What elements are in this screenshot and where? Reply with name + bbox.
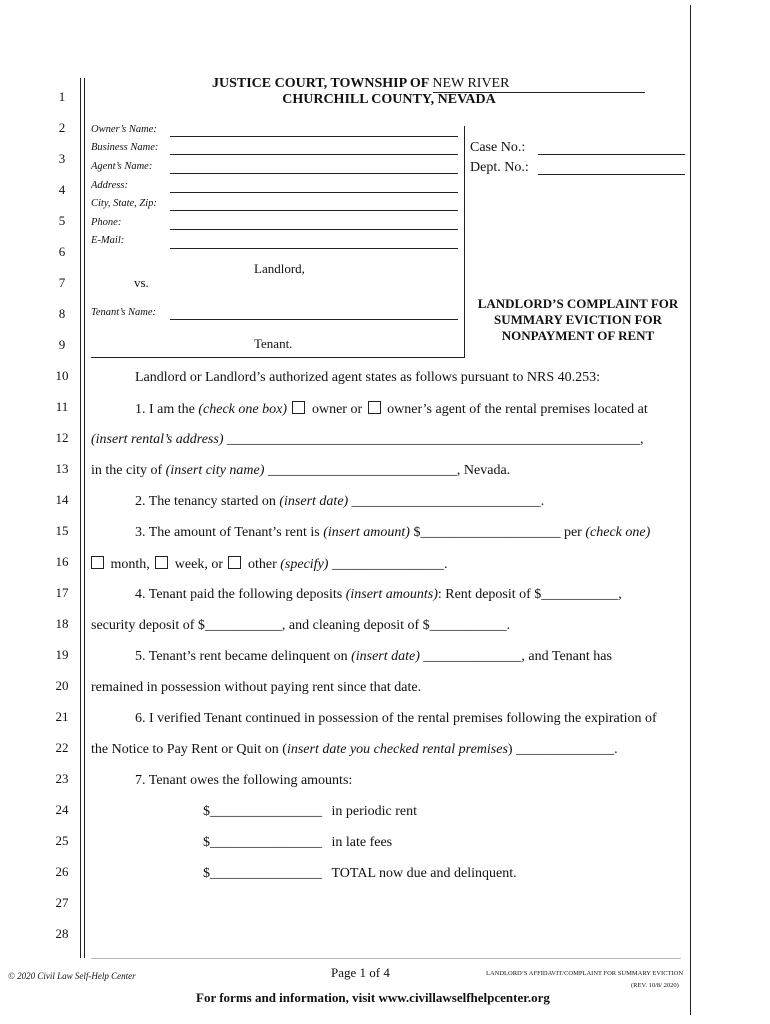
line-12-text	[91, 432, 643, 448]
email-label: E-Mail:	[91, 235, 125, 246]
line-19-text	[135, 649, 612, 665]
line-22-text	[91, 742, 618, 758]
line-number: 2	[58, 120, 66, 135]
text: owner or	[308, 402, 366, 417]
owner-name-label: Owner’s Name:	[91, 124, 157, 135]
line-number: 8	[58, 306, 66, 321]
complaint-title-line: SUMMARY EVICTION FOR	[493, 312, 663, 327]
line-number: 24	[55, 802, 69, 817]
line-number: 5	[58, 213, 66, 228]
line-number: 22	[55, 740, 69, 755]
caption-divider	[464, 126, 465, 358]
text: 4. Tenant paid the following deposits	[135, 587, 346, 602]
line-number: 4	[58, 182, 66, 197]
agent-name-field[interactable]	[170, 173, 458, 174]
caption-bottom-line	[91, 357, 464, 358]
vs-label: vs.	[134, 275, 149, 290]
line-11-text	[135, 401, 648, 418]
owners-agent-checkbox[interactable]	[368, 401, 381, 414]
owner-checkbox[interactable]	[292, 401, 305, 414]
instruction: (specify)	[280, 557, 329, 572]
text: week, or	[171, 557, 227, 572]
total-due-blank[interactable]: $________________	[203, 866, 322, 881]
other-checkbox[interactable]	[228, 556, 241, 569]
left-margin-line-1	[80, 78, 81, 958]
line-number: 18	[55, 616, 69, 631]
right-margin-line	[690, 5, 691, 1015]
line-number: 25	[55, 833, 69, 848]
city-state-zip-field[interactable]	[170, 210, 458, 211]
text: 1. I am the	[135, 402, 199, 417]
instruction: (insert rental’s address)	[91, 432, 224, 447]
line-number: 27	[55, 895, 69, 910]
address-field[interactable]	[170, 192, 458, 193]
instruction: (check one)	[585, 525, 651, 540]
checked-date-blank[interactable]: ) ______________.	[507, 742, 618, 757]
instruction: (check one box)	[198, 402, 287, 417]
page-number: Page 1 of 4	[331, 965, 390, 980]
periodic-rent-blank[interactable]: $________________	[203, 804, 322, 819]
periodic-rent-label: in periodic rent	[331, 804, 418, 819]
line-number: 28	[55, 926, 69, 941]
late-fees-blank[interactable]: $________________	[203, 835, 322, 850]
tenancy-start-blank[interactable]: ___________________________.	[348, 494, 545, 509]
footer-website: For forms and information, visit www.civillawselfhelpcenter.org	[196, 990, 550, 1005]
county-title: CHURCHILL COUNTY, NEVADA	[282, 92, 496, 107]
rental-address-blank[interactable]: ___________________________________________________________,	[223, 432, 644, 447]
instruction: (insert date)	[351, 649, 420, 664]
line-13-text	[91, 463, 510, 479]
business-name-field[interactable]	[170, 154, 458, 155]
line-23-text: 7. Tenant owes the following amounts:	[135, 773, 353, 788]
line-number: 7	[58, 275, 66, 290]
email-field[interactable]	[170, 248, 458, 249]
business-name-label: Business Name:	[91, 142, 159, 153]
line-number: 1	[58, 89, 66, 104]
dept-no-label: Dept. No.:	[470, 160, 529, 175]
tenant-label: Tenant.	[254, 336, 293, 351]
line-number: 20	[55, 678, 69, 693]
landlord-label: Landlord,	[254, 261, 305, 276]
line-number: 13	[55, 461, 69, 476]
text: 5. Tenant’s rent became delinquent on	[135, 649, 352, 664]
tenant-name-label: Tenant’s Name:	[91, 307, 157, 318]
text: month,	[107, 557, 154, 572]
week-checkbox[interactable]	[155, 556, 168, 569]
instruction: (insert date)	[279, 494, 349, 509]
instruction: (insert city name)	[165, 463, 265, 478]
instruction: (insert amount)	[323, 525, 410, 540]
instruction: (insert amounts)	[345, 587, 438, 602]
line-number: 3	[58, 151, 66, 166]
line-number: 21	[55, 709, 69, 724]
line-number: 9	[58, 337, 66, 352]
text: 2. The tenancy started on	[135, 494, 280, 509]
line-number: 12	[55, 430, 69, 445]
line-16-text	[89, 556, 447, 573]
city-blank[interactable]: ___________________________, Nevada.	[264, 463, 511, 478]
line-number: 6	[58, 244, 66, 259]
footer-rule	[91, 958, 681, 959]
township-name: NEW RIVER	[432, 76, 510, 91]
periodic-rent-row	[203, 804, 417, 820]
total-due-label: TOTAL now due and delinquent.	[331, 866, 517, 881]
late-fees-row	[203, 835, 392, 851]
month-checkbox[interactable]	[91, 556, 104, 569]
line-21-text: 6. I verified Tenant continued in possession of the rental premises following the expiration of	[135, 711, 657, 726]
line-number: 15	[55, 523, 69, 538]
other-period-blank[interactable]: ________________.	[328, 557, 448, 572]
complaint-title-line: LANDLORD’S COMPLAINT FOR	[477, 296, 679, 311]
complaint-title-line: NONPAYMENT OF RENT	[501, 328, 655, 343]
line-14-text	[135, 494, 544, 510]
line-number: 26	[55, 864, 69, 879]
case-no-field[interactable]	[538, 154, 685, 155]
complaint-title	[466, 296, 690, 344]
line-10-text: Landlord or Landlord’s authorized agent states as follows pursuant to NRS 40.253:	[135, 370, 601, 385]
city-state-zip-label: City, State, Zip:	[91, 198, 157, 209]
line-20-text: remained in possession without paying rent since that date.	[91, 680, 422, 695]
tenant-name-field[interactable]	[170, 319, 458, 320]
court-title	[212, 76, 509, 92]
dept-no-field[interactable]	[538, 174, 685, 175]
line-18-text[interactable]: security deposit of $___________, and cleaning deposit of $___________.	[91, 618, 511, 633]
line-17-text	[135, 587, 622, 603]
delinquent-date-blank[interactable]: ______________, and Tenant has	[419, 649, 612, 664]
text: owner’s agent of the rental premises located at	[383, 402, 648, 417]
text: in the city of	[91, 463, 166, 478]
footer-form-title: LANDLORD’S AFFIDAVIT/COMPLAINT FOR SUMMARY EVICTION	[486, 970, 684, 977]
line-number: 19	[55, 647, 69, 662]
instruction: insert date you checked rental premises	[286, 742, 508, 757]
copyright: © 2020 Civil Law Self-Help Center	[8, 971, 136, 981]
line-number: 10	[55, 368, 69, 383]
rent-deposit-blank[interactable]: : Rent deposit of $___________,	[437, 587, 622, 602]
line-15-text	[135, 525, 650, 541]
agent-name-label: Agent’s Name:	[91, 161, 153, 172]
line-number: 11	[55, 399, 69, 414]
line-number: 14	[55, 492, 69, 507]
text: 3. The amount of Tenant’s rent is	[135, 525, 324, 540]
footer-revision: (REV. 10/8/ 2020)	[631, 982, 679, 989]
total-due-row	[203, 866, 517, 882]
address-label: Address:	[91, 180, 128, 191]
text: other	[244, 557, 281, 572]
left-margin-line-2	[84, 78, 85, 958]
line-number: 16	[55, 554, 69, 569]
owner-name-field[interactable]	[170, 136, 458, 137]
line-number: 23	[55, 771, 69, 786]
rent-amount-blank[interactable]: $____________________ per	[409, 525, 586, 540]
late-fees-label: in late fees	[331, 835, 393, 850]
text: the Notice to Pay Rent or Quit on (	[91, 742, 287, 757]
phone-label: Phone:	[91, 217, 122, 228]
court-prefix: JUSTICE COURT, TOWNSHIP OF	[212, 76, 429, 91]
phone-field[interactable]	[170, 229, 458, 230]
line-number: 17	[55, 585, 69, 600]
case-no-label: Case No.:	[470, 140, 526, 155]
